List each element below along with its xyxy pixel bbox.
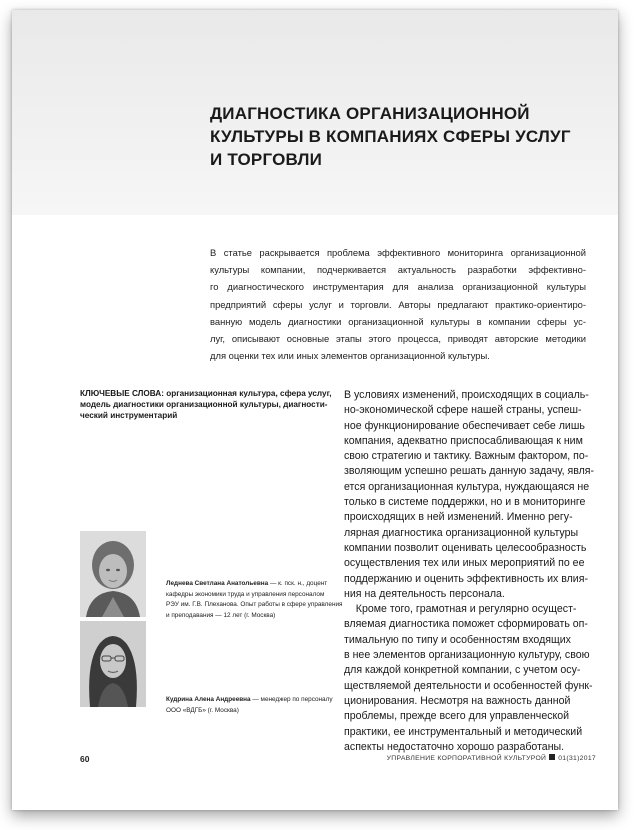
author-portrait-1 [80,531,146,617]
journal-page [12,10,618,810]
body-line: ется организационная культура, нуждающаяся не [344,480,590,493]
abstract-line: луг, описывают основные этапы этого процесса, приводят авторские методики [210,333,586,345]
abstract-line: предприятий сферы услуг и торговли. Авторы предлагают практико-ориентиро- [210,298,586,310]
body-line: ния на деятельность персонала. [344,587,505,600]
title-line: ДИАГНОСТИКА ОРГАНИЗАЦИОННОЙ [210,104,530,123]
body-line: компании позволит оценивать целесообразность [344,541,587,554]
author-desc: и преподавания — 12 лет (г. Москва) [166,611,276,619]
author-info [166,695,336,716]
body-line: для каждой конкретной компании, с учетом осу- [344,664,581,677]
keywords-line: КЛЮЧЕВЫЕ СЛОВА: организационная культура, сфера услуг, [80,389,332,398]
body-line: поддержанию и оценить эффективность их влия- [344,572,588,585]
body-line: проблемы, прежде всего для управленческой [344,710,570,723]
abstract-line: культуры компании, подчеркивается актуальность разработки эффективно- [210,264,586,276]
page-number: 60 [80,754,90,764]
square-separator-icon [549,754,555,760]
author-photo [80,531,146,617]
body-line: вляемая диагностика поможет сформировать оп- [344,618,588,631]
author-desc: кафедры экономики труда и управления персоналом [166,590,325,598]
author-desc: — к. пск. н., доцент [268,580,328,587]
body-line: в нее элементов организационную культуру, свою [344,649,590,662]
body-line: происходящих в ней изменений. Именно регу- [344,511,573,524]
abstract-line: ванную модель диагностики организационной культуры в компании сферы ус- [210,315,586,327]
abstract-line: В статье раскрывается проблема эффективного мониторинга организационной [210,247,586,258]
body-line: свою стратегию и тактику. Важным фактором, по- [344,450,589,463]
body-line: но-экономической сфере нашей страны, успеш- [344,404,582,417]
body-line: осуществления тех или иных мероприятий по ее [344,557,585,570]
abstract [210,244,586,364]
body-line: аспекты недостаточно хорошо разработаны. [344,740,565,753]
body-line: лярная диагностика организационной культуры [344,526,579,539]
body-line: Кроме того, грамотная и регулярно осущест- [344,603,577,616]
body-line: ществляемой деятельности и особенностей функ- [344,679,593,692]
abstract-line: для оценки тех или иных элементов организационной культуры. [210,350,490,362]
title-line: И ТОРГОВЛИ [210,150,323,169]
body-line: ное функционирование обеспечивает себе лишь [344,419,585,432]
keywords [80,388,332,421]
body-line: практики, ее инструментальный и методический [344,725,583,738]
journal-footer [387,754,596,762]
keywords-line: ческий инструментарий [80,411,178,420]
author-desc: РЭУ им. Г.В. Плеханова. Опыт работы в сфере управления [166,601,343,609]
body-line: зволяющим успешно решать данную задачу, явля- [344,465,595,478]
author-name: Леднева Светлана Анатольевна [166,580,269,587]
keywords-line: модель диагностики организационной культуры, диагности- [80,400,328,409]
title-line: КУЛЬТУРЫ В КОМПАНИЯХ СФЕРЫ УСЛУГ [210,127,571,146]
author-desc: ООО «ВДГБ» (г. Москва) [166,706,239,714]
author-name: Кудрина Алена Андреевна [166,696,251,703]
author-info [166,579,343,621]
author-photo [80,621,146,707]
article-title [210,102,590,171]
author-portrait-2 [80,621,146,707]
body-line: компания, адекватно приспосабливающая к ним [344,434,583,447]
body-line: ционирования. Несмотря на важность данной [344,694,571,707]
body-text [344,388,606,755]
author-desc: — менеджер по персоналу [250,696,333,703]
journal-issue: 01(31)2017 [558,755,596,762]
body-line: тимальную по типу и особенностям входящих [344,633,571,646]
abstract-line: го диагностического инструментария для анализа организационной культуры [210,281,586,293]
body-line: только в системе поддержки, но и в мониторинге [344,496,586,509]
journal-name: УПРАВЛЕНИЕ КОРПОРАТИВНОЙ КУЛЬТУРОЙ [386,755,547,762]
body-line: В условиях изменений, происходящих в социаль- [344,389,589,401]
